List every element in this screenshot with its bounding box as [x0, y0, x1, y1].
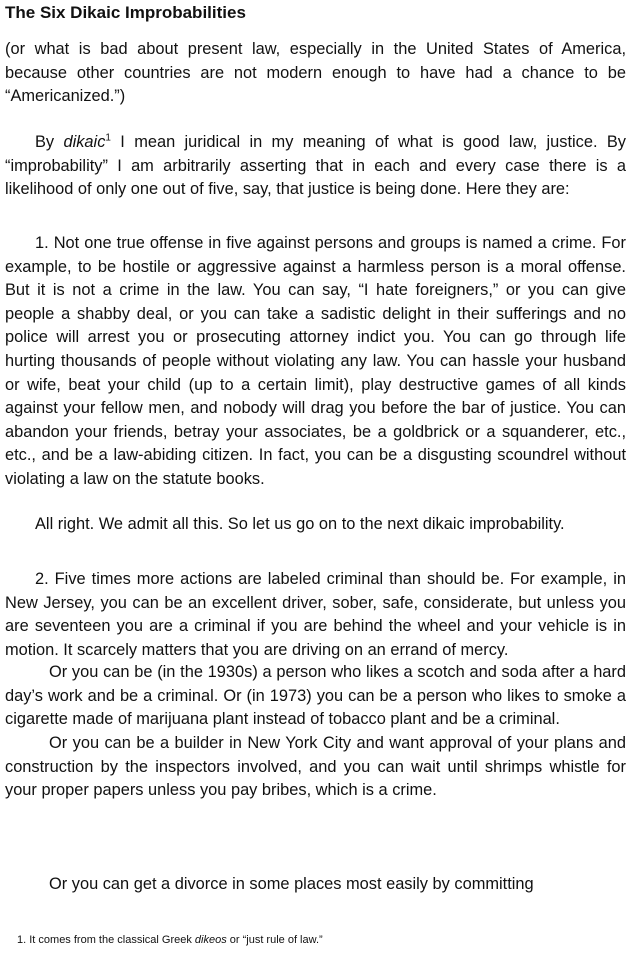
intro-before-term: By — [35, 133, 64, 151]
body-paragraph: 1. Not one true offense in five against persons and groups is named a crime. For example, to be hostile or aggressive against a harmless person is a moral offense. But it is not a crime in the law. You can say, “I hate foreigners,” or you can give people a shabby deal, or you can take a sadistic delight in their sufferings and no police will arrest you or prosecuting attorney indict you. You can go through life hurting thousands of people without violating any law. You can hassle your husband or wife, beat your child (up to a certain limit), play destructive games of all kinds against your fellow men, and nobody will drag you before the bar of justice. You can abandon your friends, betray your associates, be a goldbrick or a squanderer, etc., etc., and be a law-abiding citizen. In fact, you can be a disgusting scoundrel without violating a law on the statute books. — [5, 234, 626, 488]
body-paragraph: All right. We admit all this. So let us go on to the next dikaic improbability. — [35, 515, 565, 533]
body-paragraph: Or you can get a divorce in some places most easily by committing — [49, 875, 534, 893]
footnote-term: dikeos — [194, 934, 227, 946]
body-paragraph: Or you can be a builder in New York City and want approval of your plans and construction by the inspectors involved, and you can wait until shrimps whistle for your proper papers unless you pay bribes, which is a crime. — [5, 734, 626, 800]
body-paragraph: Or you can be (in the 1930s) a person who likes a scotch and soda after a hard day’s work and be a criminal. Or (in 1973) you can be a person who likes to smoke a cigarette made of marijuana plant instead of tobacco plant and be a criminal. — [5, 663, 626, 729]
footnote-reference: 1 — [105, 132, 111, 144]
intro-paragraph — [5, 131, 626, 202]
footnote-after-term: or “just rule of law.” — [226, 934, 323, 946]
intro-term: dikaic — [63, 133, 106, 151]
body-paragraph: 2. Five times more actions are labeled criminal than should be. For example, in New Jersey, you can be an excellent driver, sober, safe, considerate, but unless you are seventeen you are a criminal if you are behind the wheel and your vehicle is in motion. It scarcely matters that you are driving on an errand of mercy. — [5, 570, 626, 659]
subtitle-paragraph: (or what is bad about present law, especially in the United States of America, because other countries are not modern enough to have had a chance to be “Americanized.”) — [5, 40, 626, 106]
footnote — [17, 934, 323, 946]
footnote-before-term: It comes from the classical Greek — [26, 934, 195, 946]
intro-after-term: I mean juridical in my meaning of what is good law, justice. By “improbability” I am arbitrarily asserting that in each and every case there is a likelihood of only one out of five, say, that justice is being done. Here they are: — [5, 133, 627, 199]
page-title: The Six Dikaic Improbabilities — [5, 3, 246, 22]
footnote-mark: 1. — [17, 934, 27, 946]
